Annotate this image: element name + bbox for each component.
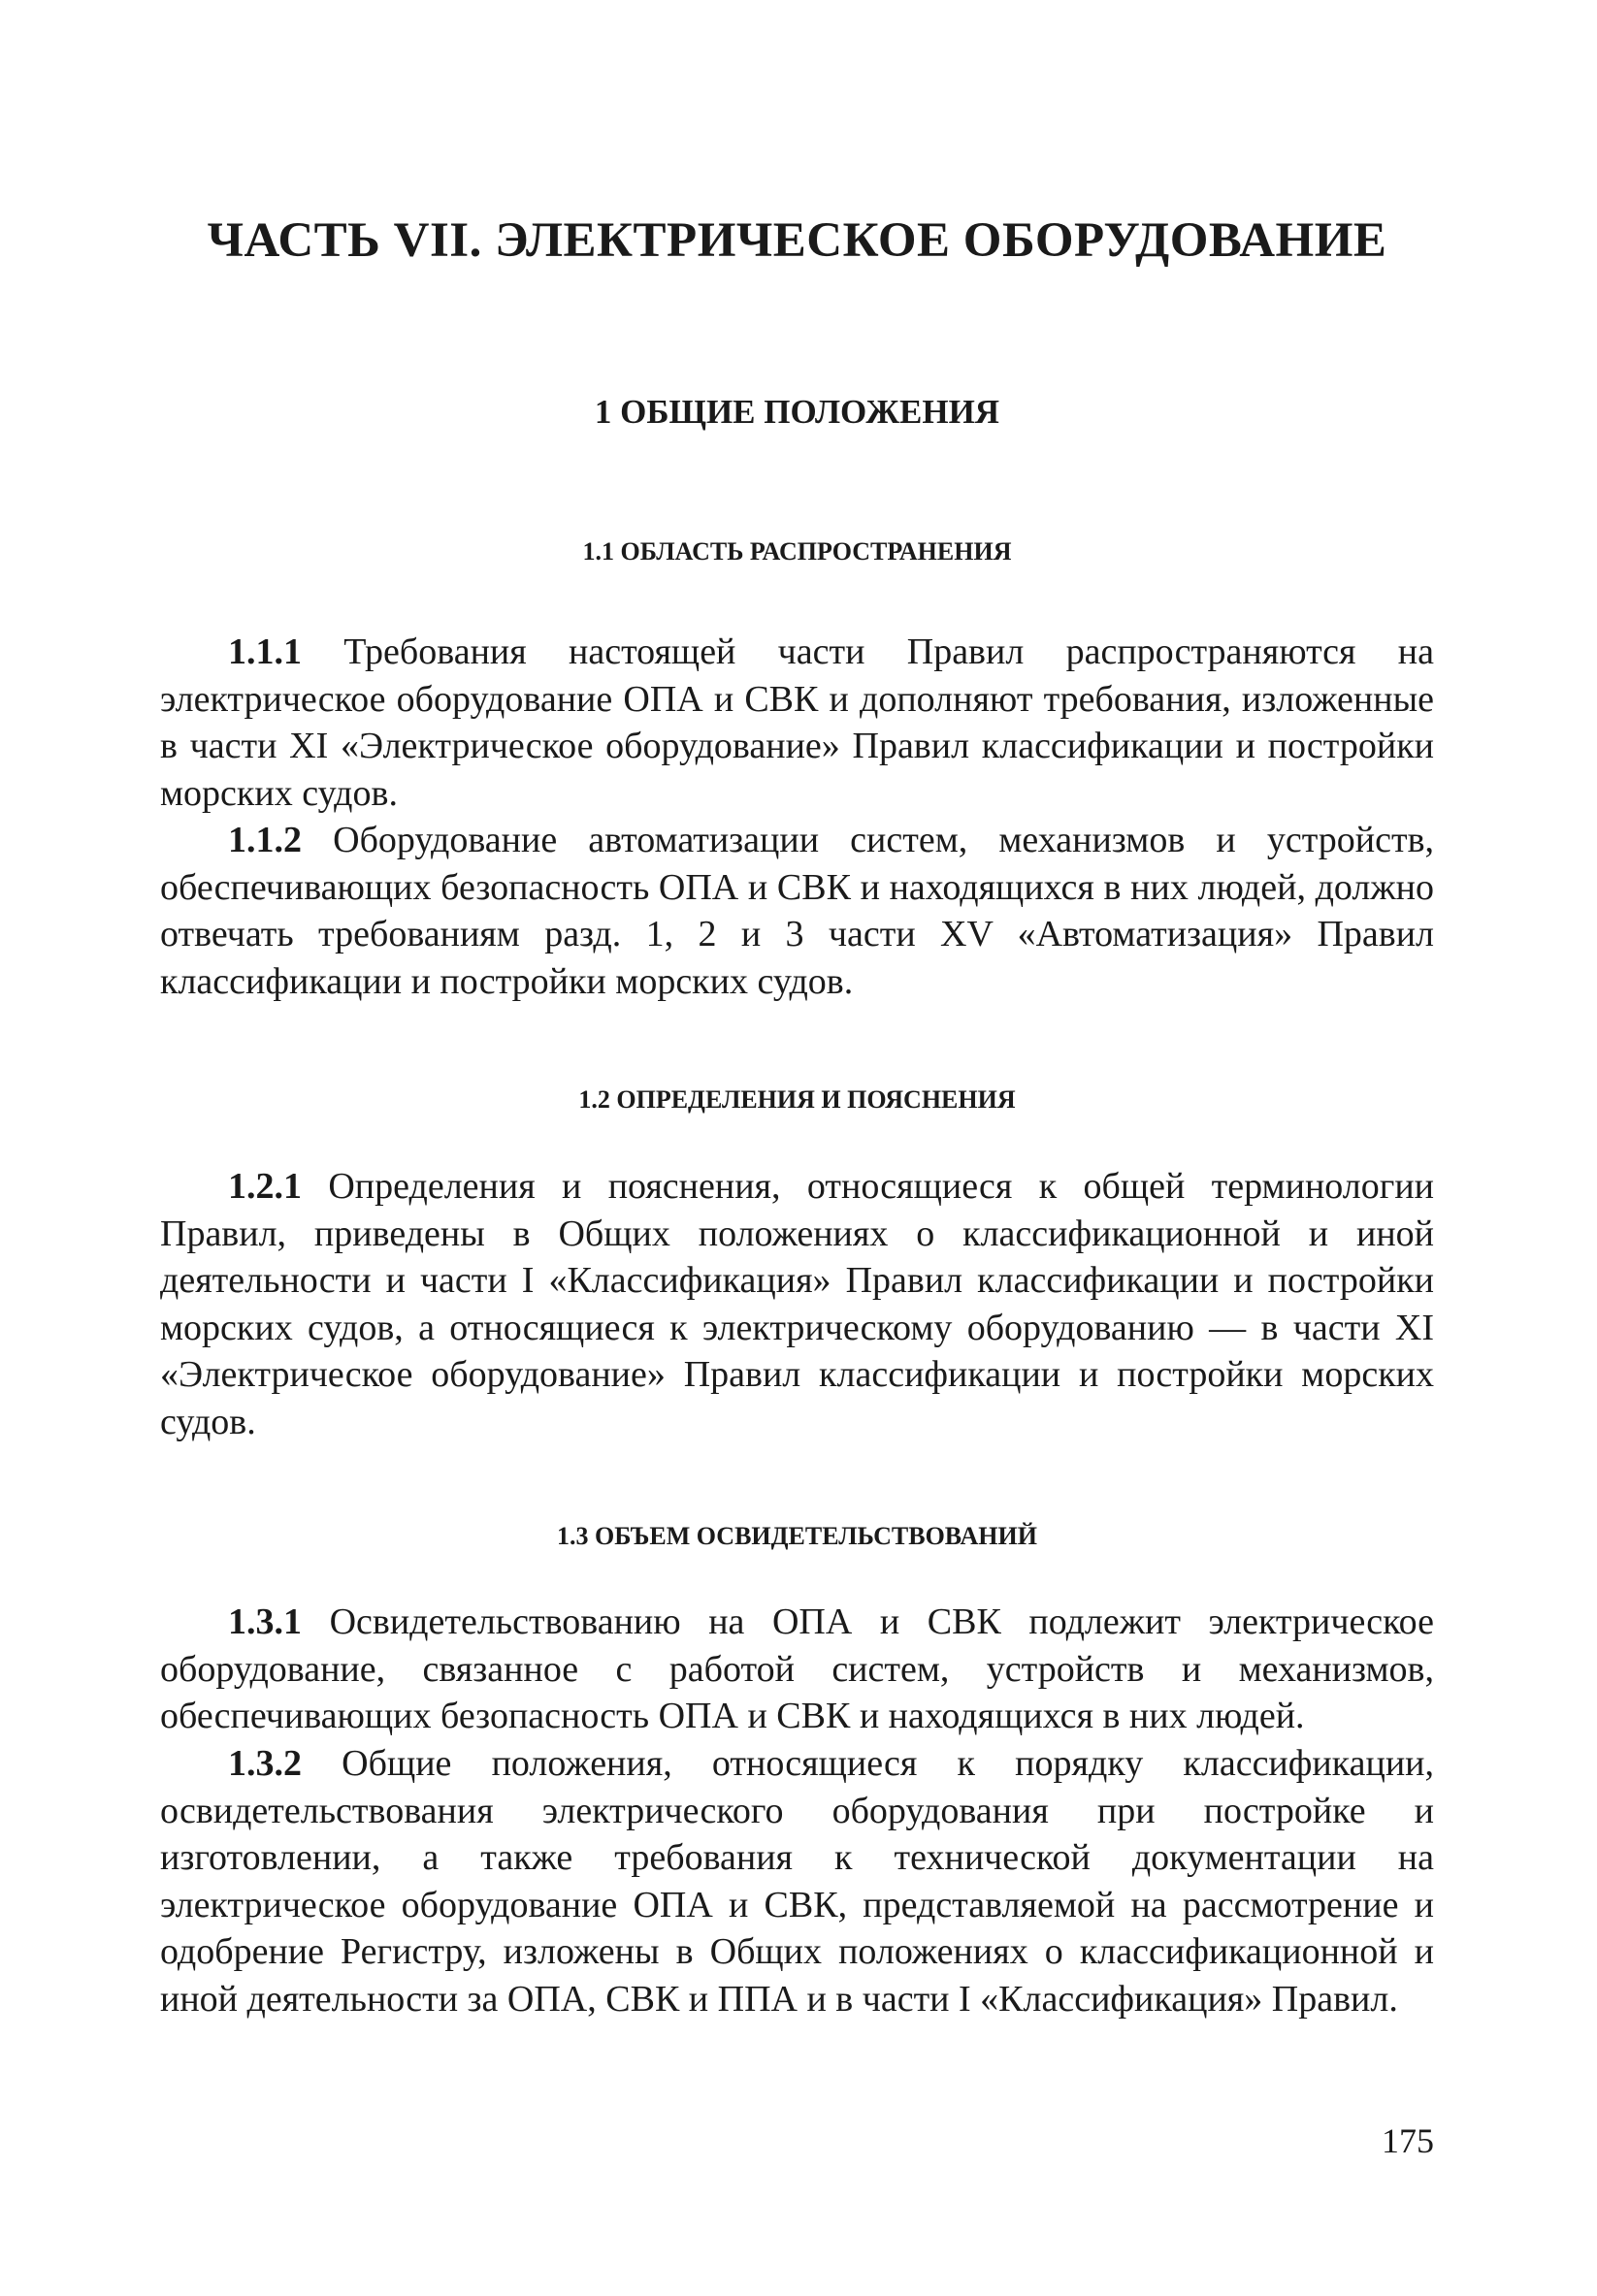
paragraph-text: Общие положения, относящиеся к порядку классификации, освидетельствования электрического оборудования при постройке и изготовлении, а также требования к технической документации на электрическое оборудование ОПА и СВК, представляемой на рассмотрение и одобрение Регистру, изложены в Общих положениях о классификационной и иной деятельности за ОПА, СВК и ППА и в части I «Классификация» Правил. xyxy=(160,1743,1434,2020)
paragraph-number: 1.3.1 xyxy=(228,1601,302,1642)
paragraph-number: 1.1.2 xyxy=(228,820,302,860)
document-page xyxy=(160,0,1434,2296)
paragraph-1-3-1 xyxy=(160,1599,1434,1740)
section-title-1-1: 1.1 ОБЛАСТЬ РАСПРОСТРАНЕНИЯ xyxy=(582,537,1012,566)
chapter-title: 1 ОБЩИЕ ПОЛОЖЕНИЯ xyxy=(594,393,1000,431)
page-number: 175 xyxy=(1382,2121,1434,2160)
paragraph-1-2-1 xyxy=(160,1163,1434,1445)
part-title: ЧАСТЬ VII. ЭЛЕКТРИЧЕСКОЕ ОБОРУДОВАНИЕ xyxy=(207,213,1387,268)
section-title-1-2: 1.2 ОПРЕДЕЛЕНИЯ И ПОЯСНЕНИЯ xyxy=(578,1085,1016,1114)
paragraph-number: 1.2.1 xyxy=(228,1166,302,1207)
paragraph-number: 1.1.1 xyxy=(228,631,302,672)
paragraph-text: Определения и пояснения, относящиеся к общей терминологии Правил, приведены в Общих положениях о классификационной и иной деятельности и части I «Классификация» Правил классификации и постройки морских судов, а относящиеся к электрическому оборудованию — в части XI «Электрическое оборудование» Правил классификации и постройки морских судов. xyxy=(160,1166,1434,1442)
paragraph-text: Требования настоящей части Правил распространяются на электрическое оборудование ОПА и СВК и дополняют требования, изложенные в части XI «Электрическое оборудование» Правил классификации и постройки морских судов. xyxy=(160,631,1435,814)
section-title-1-3: 1.3 ОБЪЕМ ОСВИДЕТЕЛЬСТВОВАНИЙ xyxy=(557,1522,1037,1550)
paragraph-text: Оборудование автоматизации систем, механизмов и устройств, обеспечивающих безопасность ОПА и СВК и находящихся в них людей, должно отвечать требованиям разд. 1, 2 и 3 части XV «Автоматизация» Правил классификации и постройки морских судов. xyxy=(160,820,1435,1002)
paragraph-1-1-2 xyxy=(160,817,1434,1005)
paragraph-number: 1.3.2 xyxy=(228,1743,302,1784)
paragraph-1-3-2 xyxy=(160,1740,1434,2022)
paragraph-1-1-1 xyxy=(160,629,1434,817)
paragraph-text: Освидетельствованию на ОПА и СВК подлежит электрическое оборудование, связанное с работой систем, устройств и механизмов, обеспечивающих безопасность ОПА и СВК и находящихся в них людей. xyxy=(160,1601,1434,1736)
